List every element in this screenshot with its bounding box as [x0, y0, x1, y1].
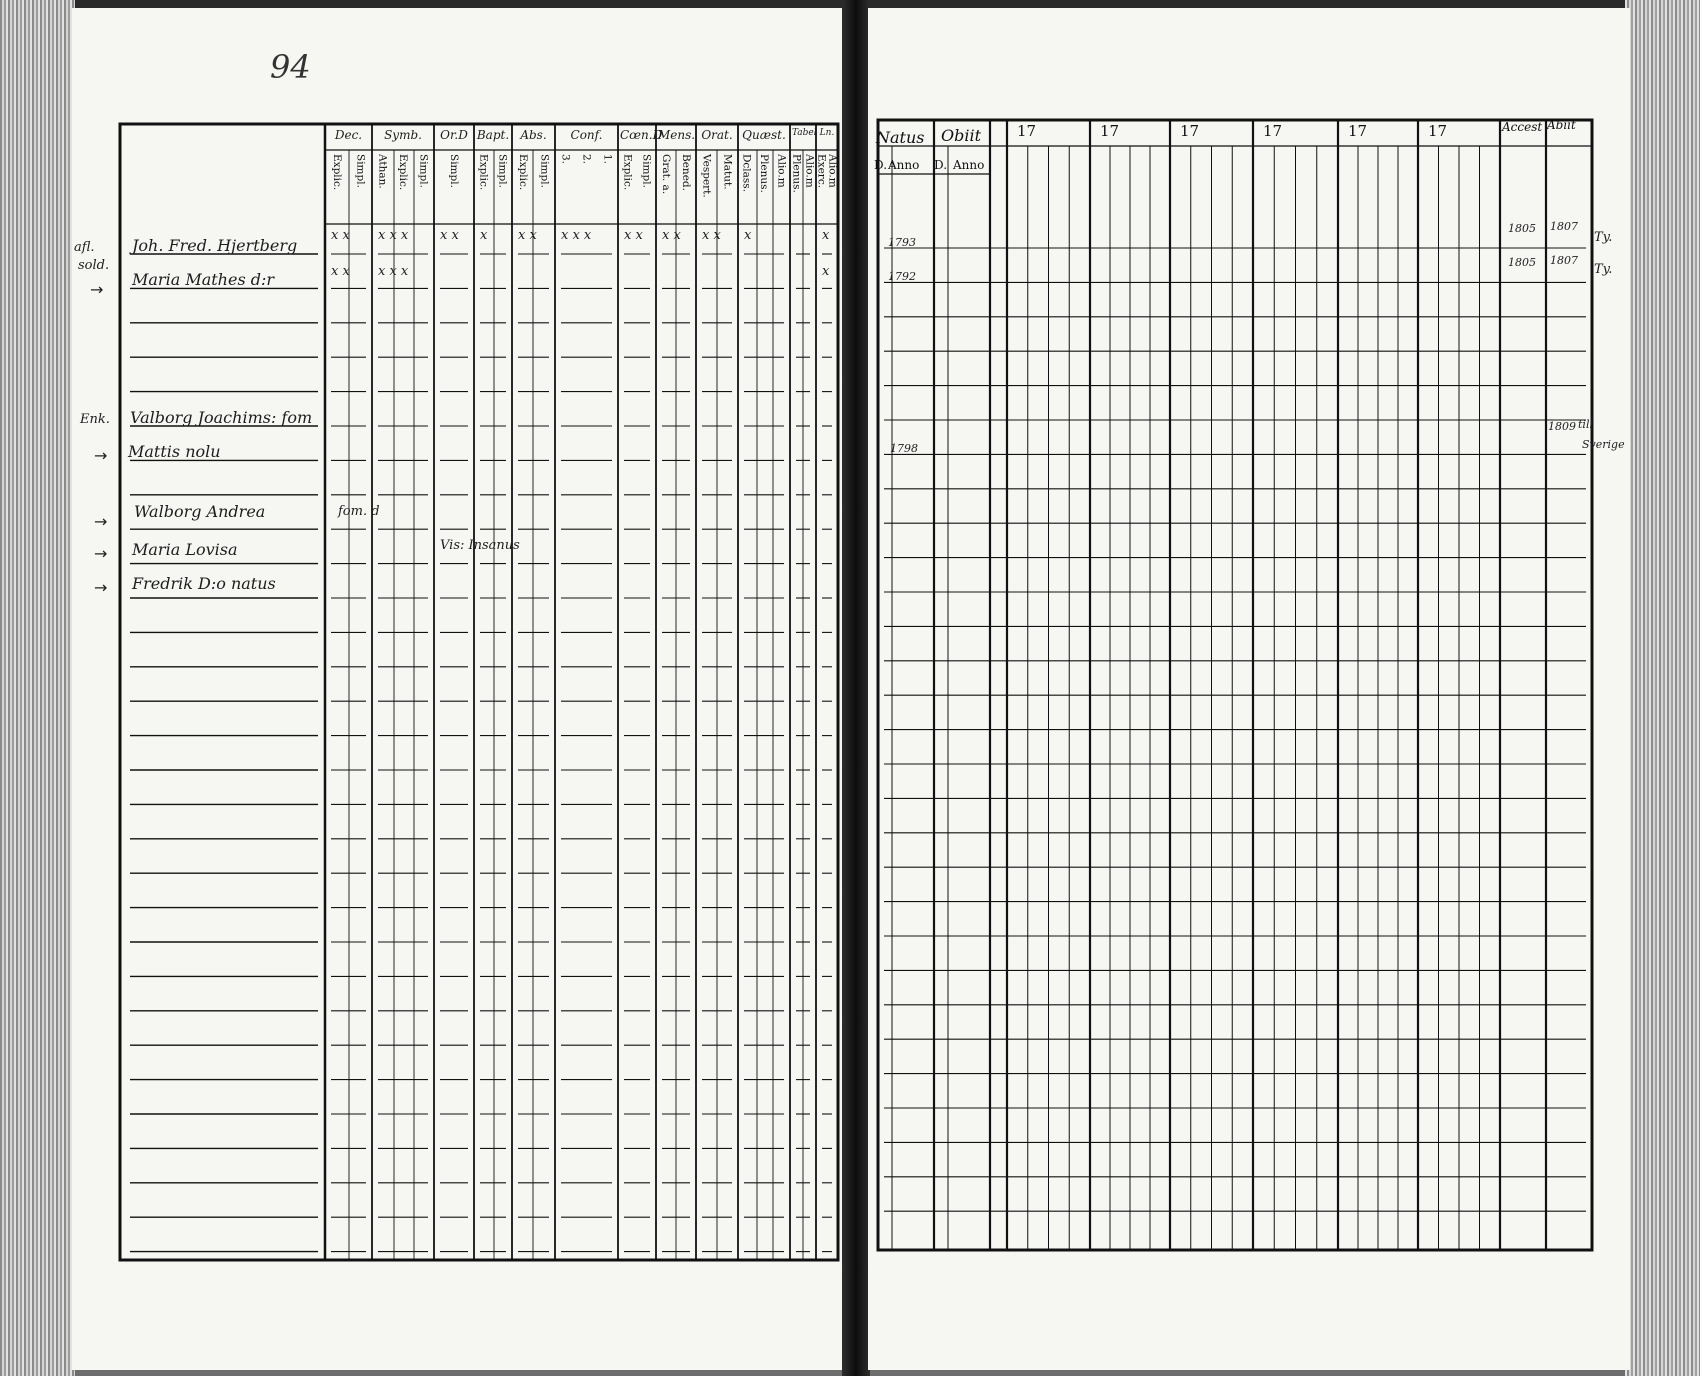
mark: x x [440, 228, 459, 243]
column-header-abbr: Tabel [792, 128, 817, 138]
entry-name: Maria Mathes d:r [132, 270, 275, 289]
column-header-sub: Simpl. [417, 154, 430, 188]
accest-header: Accest [1502, 120, 1543, 134]
abiit-year: 1807 [1550, 220, 1578, 233]
mark: x x [331, 228, 350, 243]
column-header-sub: Plenus. [758, 154, 770, 193]
mark: x x [331, 264, 350, 279]
natus-day-header: D. [874, 158, 888, 172]
year-column-header: 17 [1100, 122, 1120, 140]
column-header-sub: Explic. [477, 154, 490, 191]
mark: x x [702, 228, 721, 243]
entry-name: Walborg Andrea [134, 502, 266, 521]
entry-name: Joh. Fred. Hjertberg [132, 236, 298, 255]
column-header-sub: Matut. [721, 154, 734, 190]
abiit-year: 1807 [1550, 254, 1578, 267]
year-column-header: 17 [1348, 122, 1368, 140]
column-header-abbr: Quæst. [742, 128, 786, 142]
column-header-sub: Alio.m [803, 154, 816, 188]
mark: x x x [378, 228, 409, 243]
obiit-day-header: D. [934, 158, 948, 172]
abiit-year: till [1578, 418, 1593, 431]
margin-arrow: → [94, 512, 108, 531]
mark: x [744, 228, 752, 243]
column-header-abbr: Dec. [334, 128, 363, 142]
abiit-note: Ty. [1594, 262, 1613, 277]
entry-name: Valborg Joachims: fom [130, 408, 313, 427]
mark: x [480, 228, 488, 243]
column-header-abbr: Ln. [819, 128, 835, 138]
column-header-sub: Bened. [680, 154, 692, 191]
column-header-sub: Alio.m [775, 154, 788, 188]
obiit-header: Obiit [941, 126, 982, 145]
column-header-sub: Vespert. [700, 154, 713, 198]
margin-arrow: → [94, 578, 108, 597]
margin-arrow: → [94, 446, 108, 465]
column-header-abbr: Abs. [520, 128, 547, 142]
mark: fom. d [338, 504, 380, 519]
page-number: 94 [270, 48, 311, 86]
accest-year: 1809 [1548, 420, 1576, 433]
column-header-sub: Explic. [330, 154, 343, 191]
natus-year: 1792 [888, 270, 916, 283]
column-header-sub: 2. [580, 154, 593, 165]
year-column-header: 17 [1017, 122, 1037, 140]
column-header-abbr: Orat. [701, 128, 733, 142]
accest-year: 1805 [1508, 222, 1536, 235]
column-header-sub: Plenus. [790, 154, 803, 193]
mark: x x [662, 228, 681, 243]
margin-arrow: → [94, 544, 108, 563]
natus-year-header: Anno [888, 158, 920, 172]
column-header-abbr: Cœn.D [620, 128, 663, 142]
column-header-sub: Simpl. [354, 154, 367, 188]
margin-note-sold: sold. [78, 258, 110, 273]
accest-year: 1805 [1508, 256, 1536, 269]
column-header-sub: Explic. [516, 154, 529, 191]
mark: Vis: Insanus [440, 538, 520, 553]
mark: x x [624, 228, 643, 243]
column-header-sub: Simpl. [448, 154, 460, 188]
mark: x [822, 264, 830, 279]
year-column-header: 17 [1180, 122, 1200, 140]
column-header-abbr: Mens. [658, 128, 696, 142]
entry-name: Maria Lovisa [132, 540, 238, 559]
mark: x [822, 228, 830, 243]
entry-name: Mattis nolu [128, 442, 221, 461]
natus-year: 1798 [890, 442, 918, 455]
column-header-abbr: Or.D [440, 128, 468, 142]
entry-name: Fredrik D:o natus [132, 574, 276, 593]
mark: x x [518, 228, 537, 243]
abiit-note: Ty. [1594, 230, 1613, 245]
margin-note-afl: afl. [74, 240, 95, 255]
obiit-year-header: Anno [953, 158, 985, 172]
abiit-note: Sverige [1582, 438, 1625, 451]
mark: x x x [378, 264, 409, 279]
column-header-sub: Exerc. [815, 154, 828, 189]
year-column-header: 17 [1428, 122, 1448, 140]
column-header-sub: Simpl. [640, 154, 653, 188]
column-header-abbr: Symb. [384, 128, 422, 142]
abiit-header: Abiit [1547, 118, 1576, 132]
column-header-abbr: Conf. [570, 128, 603, 142]
column-header-sub: Simpl. [496, 154, 509, 188]
column-header-sub: Dclass. [740, 154, 753, 193]
column-header-sub: Explic. [621, 154, 634, 191]
column-header-sub: Simpl. [538, 154, 551, 188]
mark: x x x [561, 228, 592, 243]
year-column-header: 17 [1263, 122, 1283, 140]
column-header-sub: 3. [559, 154, 572, 165]
column-header-sub: 1. [601, 154, 614, 165]
column-header-sub: Explic. [397, 154, 409, 191]
column-header-abbr: Bapt. [476, 128, 510, 142]
natus-header: Natus [876, 128, 925, 147]
natus-year: 1793 [888, 236, 916, 249]
margin-arrow: → [90, 280, 104, 299]
column-header-sub: Athan. [376, 154, 389, 189]
column-header-sub: Alio.m [826, 154, 839, 188]
margin-note-enk: Enk. [80, 412, 110, 427]
column-header-sub: Grat. a. [660, 154, 672, 195]
